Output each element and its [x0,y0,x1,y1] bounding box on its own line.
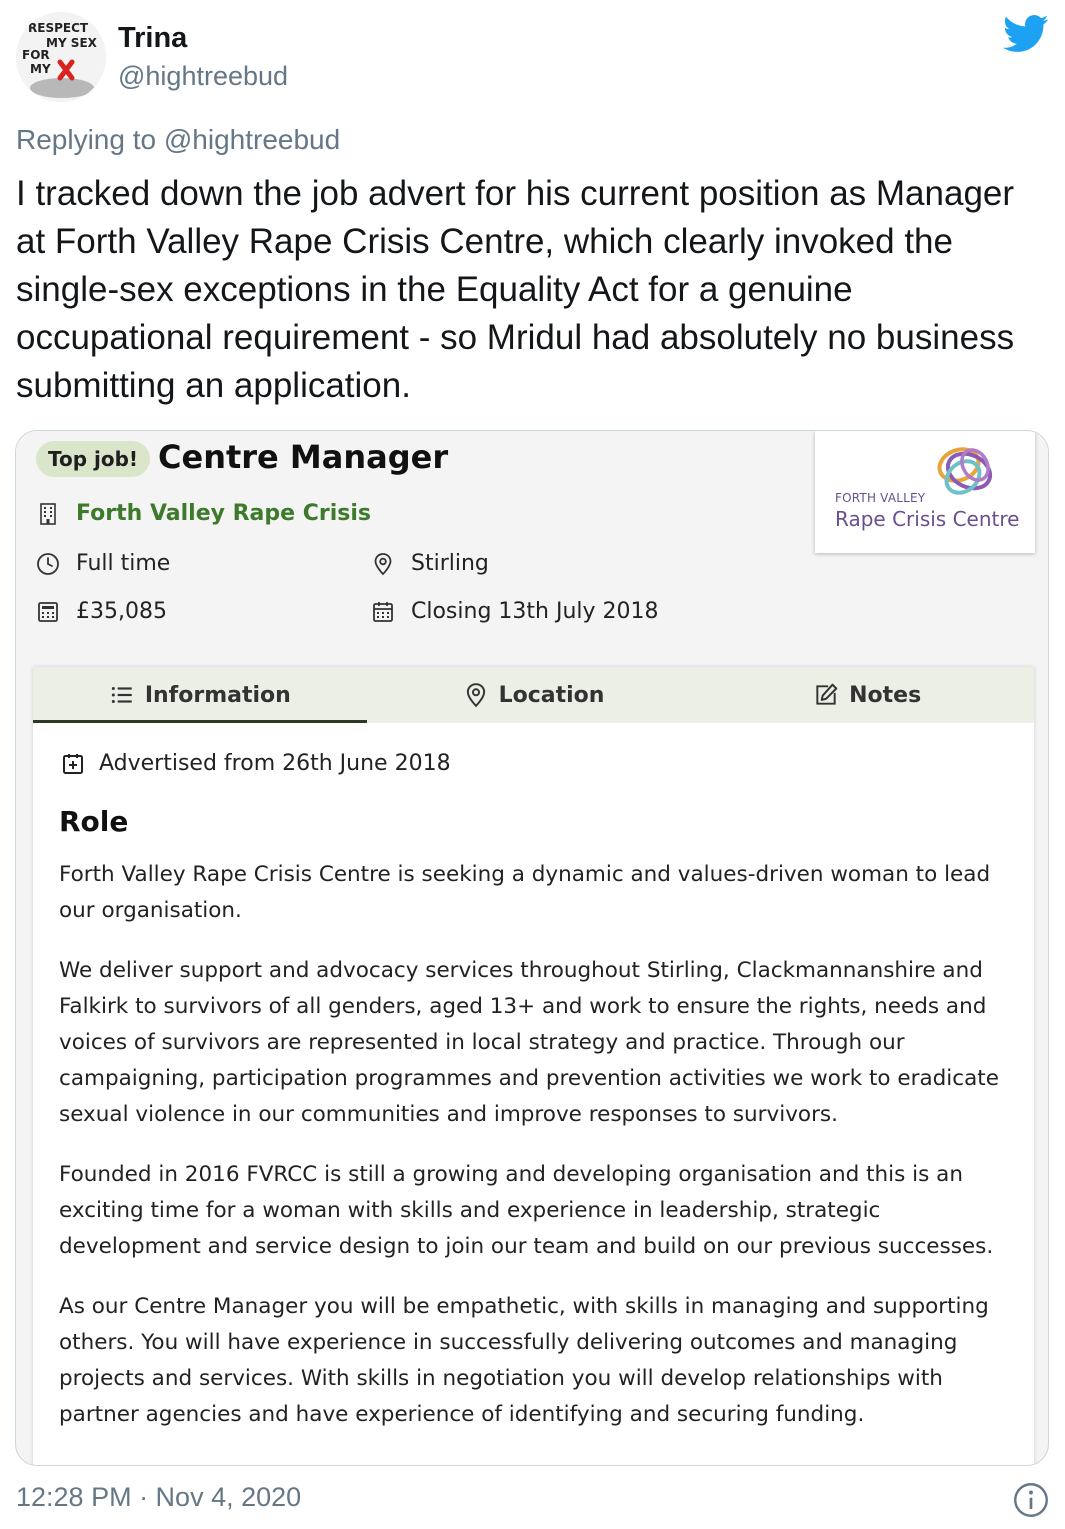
map-pin-icon [463,682,489,708]
tab-bar [33,667,1034,723]
svg-text:MY SEX: MY SEX [46,36,97,50]
embedded-image[interactable] [15,430,1049,1466]
location-row [371,551,489,576]
hours-row [36,551,170,576]
role-heading: Role [59,805,129,838]
tab-location[interactable] [367,667,701,723]
handle[interactable]: @hightreebud [118,61,289,91]
salary-row [36,599,167,624]
author [118,20,288,94]
salary: £35,085 [76,599,167,624]
svg-text:FOR: FOR [22,48,50,62]
closing-row [371,599,659,624]
info-icon[interactable] [1013,1482,1049,1518]
top-job-badge: Top job! [36,441,150,477]
advertised-text: Advertised from 26th June 2018 [99,751,451,776]
advertised-date [61,751,451,776]
paragraph: Founded in 2016 FVRCC is still a growing and developing organisation and this is an exciting time for a woman with skills and experience in leadership, strategic development and service design to join our team and build on our previous successes. [59,1162,994,1259]
paragraph: As our Centre Manager you will be empathetic, with skills in managing and supporting others. You will have experience in successfully delivering outcomes and managing projects and services. With skills in negotiation you will develop relationships with partner agencies and have experience of identifying and securing funding. [59,1294,989,1427]
logo-main-text: Rape Crisis Centre [835,507,1020,531]
calendar-icon [371,600,395,624]
closing-date: Closing 13th July 2018 [411,599,659,624]
job-summary [16,431,1049,666]
employer-logo [815,431,1035,553]
display-name[interactable]: Trina [118,22,188,54]
job-title: Centre Manager [158,438,449,476]
twitter-bird-icon[interactable] [1003,14,1049,54]
calendar-plus-icon [61,752,85,776]
job-details-panel [33,667,1034,1466]
tab-label: Notes [849,682,922,708]
employer-row [36,501,371,526]
rings-logo-icon [925,439,1007,505]
svg-text:RESPECT: RESPECT [28,21,89,35]
tweet-text: I tracked down the job advert for his current position as Manager at Forth Valley Rape Crisis Centre, which clearly invoked the single-sex exceptions in the Equality Act for a genuine occupational requirement - so Mridul had absolutely no business submitting an application. [16,174,1015,405]
paragraph: Forth Valley Rape Crisis Centre is seeking a dynamic and values-driven woman to lead our organisation. [59,862,991,923]
clock-icon [36,552,60,576]
paragraph: We deliver support and advocacy services throughout Stirling, Clackmannanshire and Falkirk to survivors of all genders, aged 13+ and work to ensure the rights, needs and voices of survivors are represented in local strategy and practice. Through our campaigning, participation programmes and prevention activities we work to eradicate sexual violence in our communities and improve responses to survivors. [59,958,999,1127]
tab-label: Location [498,682,605,708]
calculator-icon [36,600,60,624]
list-icon [109,682,135,708]
location: Stirling [411,551,489,576]
employer-name: Forth Valley Rape Crisis [76,501,371,526]
respect-my-sex-avatar-icon [16,12,106,102]
role-description [59,857,1019,1457]
tab-information[interactable] [33,667,367,723]
avatar[interactable] [16,12,106,102]
svg-text:MY: MY [30,62,51,76]
timestamp[interactable]: 12:28 PM · Nov 4, 2020 [16,1482,302,1512]
tab-notes[interactable] [700,667,1034,723]
building-icon [36,502,60,526]
tab-label: Information [144,682,291,708]
replying-to[interactable]: Replying to @hightreebud [16,124,341,155]
map-pin-icon [371,552,395,576]
logo-small-text: FORTH VALLEY [835,491,926,505]
hours: Full time [76,551,171,576]
edit-icon [813,682,839,708]
